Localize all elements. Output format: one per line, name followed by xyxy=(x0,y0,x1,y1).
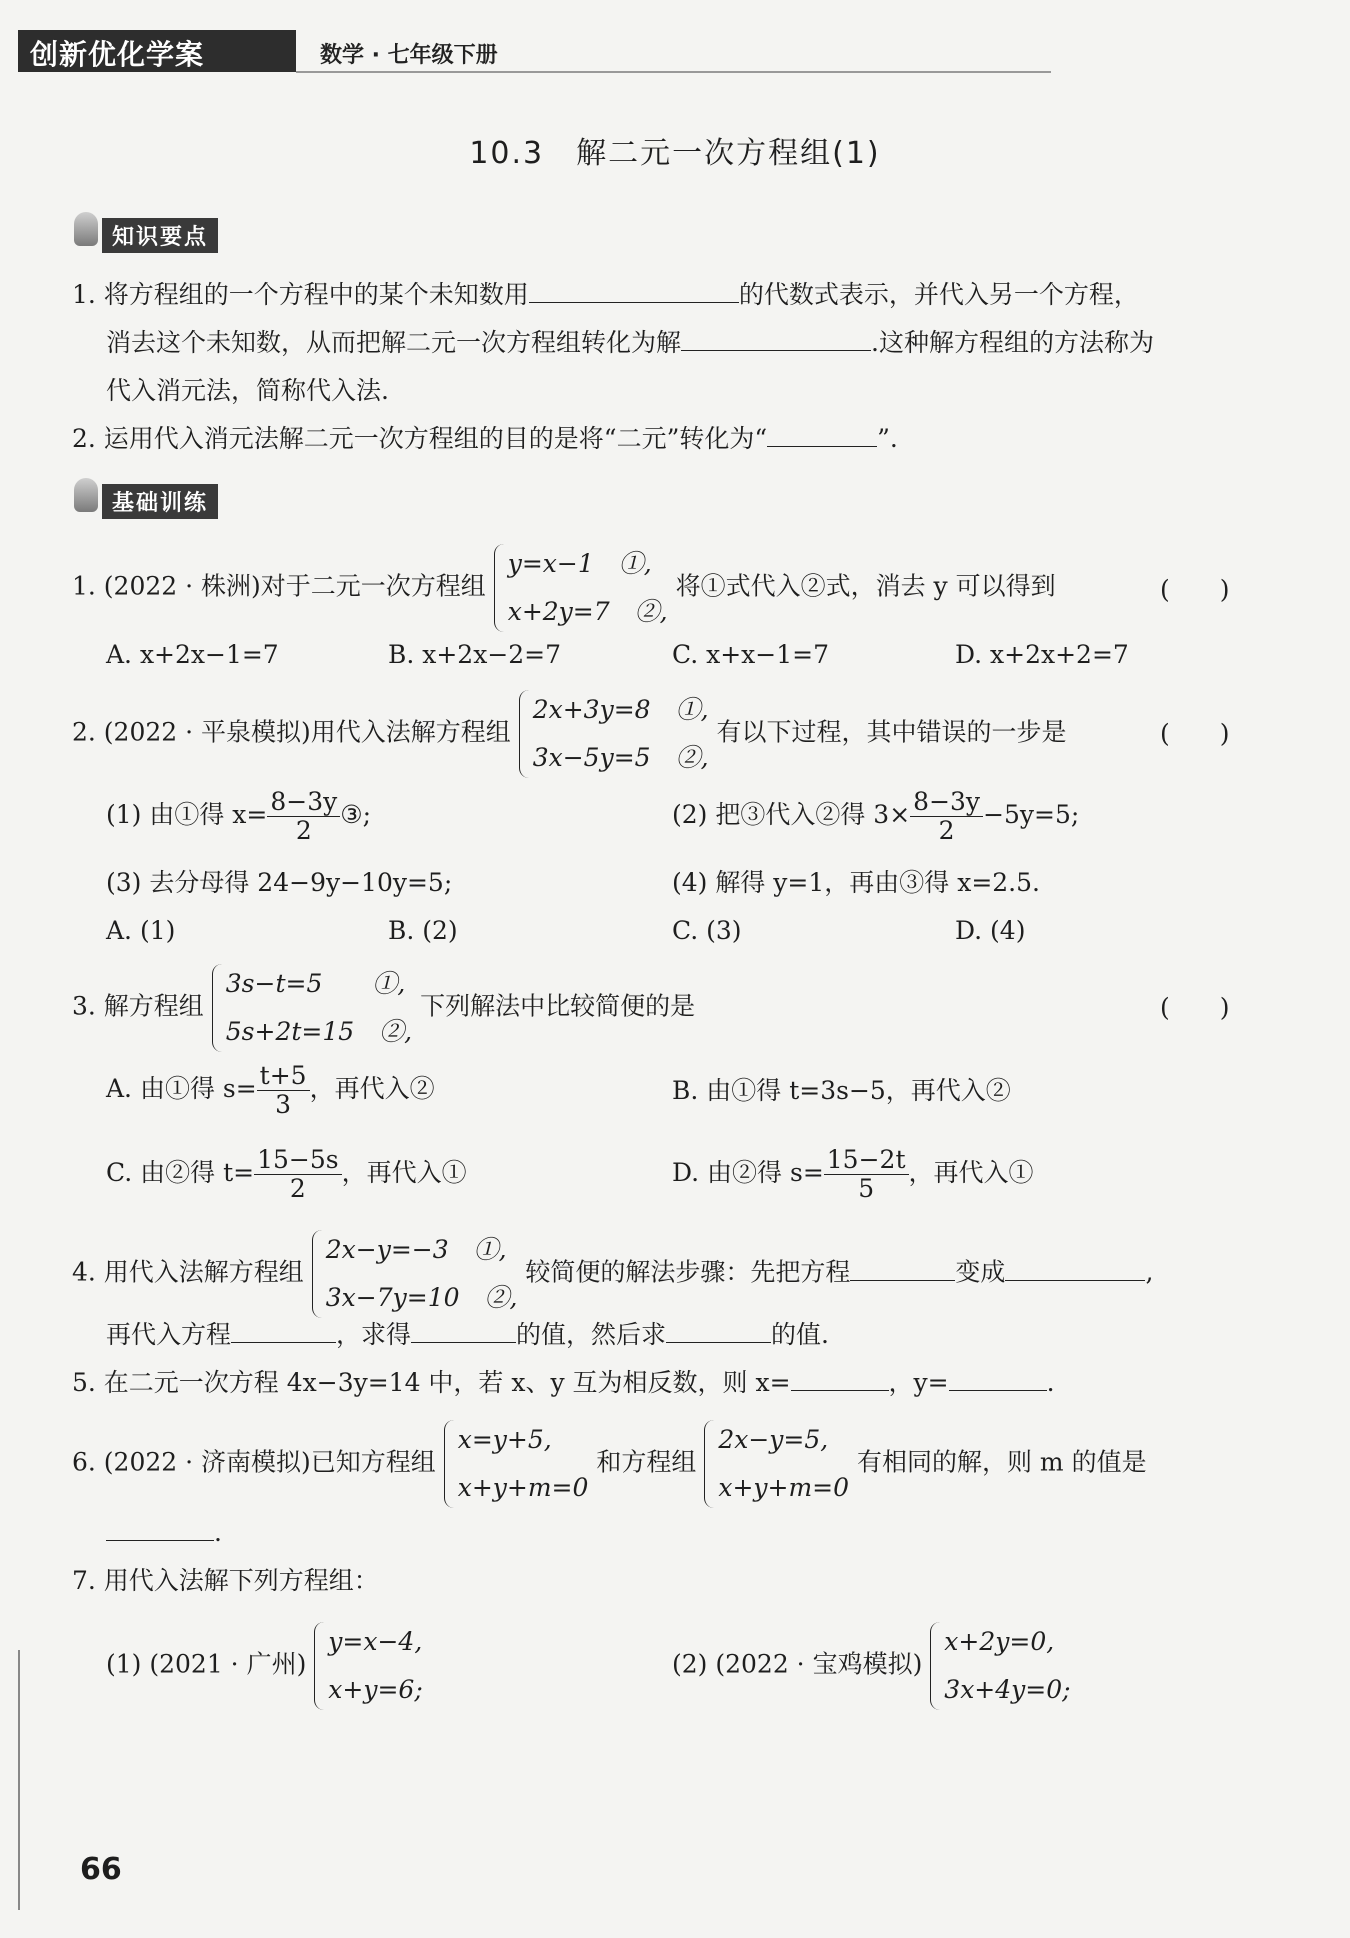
option-b: B. 由①得 t=3s−5，再代入② xyxy=(672,1076,1011,1105)
step-3: (3) 去分母得 24−9y−10y=5; xyxy=(106,868,453,897)
bulb-icon xyxy=(74,212,98,246)
question-3: 3. 解方程组 3s−t=5 ①, 5s+2t=15 ②, 下列解法中比较简便的是 xyxy=(72,960,695,1056)
step-4: (4) 解得 y=1，再由③得 x=2.5. xyxy=(672,868,1040,897)
equation-system: 2x−y=−3 ①, 3x−7y=10 ②, xyxy=(312,1226,518,1322)
bulb-icon xyxy=(74,478,98,512)
question-6-answer: . xyxy=(106,1518,222,1548)
blank[interactable] xyxy=(681,328,871,351)
question-5: 5. 在二元一次方程 4x−3y=14 中，若 x、y 互为相反数，则 x= ，y= . xyxy=(72,1368,1055,1397)
knowledge-item-2: 2. 运用代入消元法解二元一次方程组的目的是将“二元”转化为“ ”. xyxy=(72,424,898,453)
question-7-part-2: (2) (2022 · 宝鸡模拟) x+2y=0, 3x+4y=0; xyxy=(672,1618,1071,1714)
equation-system: 2x+3y=8 ①, 3x−5y=5 ②, xyxy=(519,686,709,782)
option-a: A. x+2x−1=7 xyxy=(106,640,279,669)
answer-paren[interactable]: ( ) xyxy=(1160,575,1230,604)
blank[interactable] xyxy=(949,1368,1047,1391)
blank[interactable] xyxy=(106,1518,214,1541)
knowledge-item-1-line-3: 代入消元法，简称代入法. xyxy=(106,376,389,405)
blank[interactable] xyxy=(529,280,739,303)
blank[interactable] xyxy=(231,1320,336,1343)
equation-system: y=x−4, x+y=6; xyxy=(314,1618,422,1714)
knowledge-item-1-line-2: 消去这个未知数，从而把解二元一次方程组转化为解 .这种解方程组的方法称为 xyxy=(106,328,1154,357)
knowledge-item-1-line-1: 1. 将方程组的一个方程中的某个未知数用 的代数式表示，并代入另一个方程， xyxy=(72,280,1139,309)
blank[interactable] xyxy=(411,1320,516,1343)
subject-label: 数学 · 七年级下册 xyxy=(320,43,498,68)
option-b: B. x+2x−2=7 xyxy=(388,640,562,669)
answer-paren[interactable]: ( ) xyxy=(1160,993,1230,1022)
step-2: (2) 把③代入②得 3× $\frac{8-3y}{2}$ −5y=5; xyxy=(672,787,1080,845)
question-7: 7. 用代入法解下列方程组： xyxy=(72,1566,379,1595)
blank[interactable] xyxy=(666,1320,771,1343)
blank[interactable] xyxy=(850,1258,955,1281)
page-number: 66 xyxy=(80,1852,122,1887)
option-d: D. (4) xyxy=(955,916,1026,945)
option-d: D. 由②得 s= $\frac{15-2t}{5}$ ，再代入① xyxy=(672,1145,1034,1203)
option-a: A. 由①得 s= $\frac{t+5}{3}$ ，再代入② xyxy=(106,1061,435,1119)
equation-system: y=x−1 ①, x+2y=7 ②, xyxy=(494,540,668,636)
option-d: D. x+2x+2=7 xyxy=(955,640,1129,669)
margin-rule xyxy=(18,1650,20,1910)
blank[interactable] xyxy=(791,1368,889,1391)
option-c: C. 由②得 t= $\frac{15-5s}{2}$ ，再代入① xyxy=(106,1145,467,1203)
question-7-part-1: (1) (2021 · 广州) y=x−4, x+y=6; xyxy=(106,1618,423,1714)
section-knowledge-label: 知识要点 xyxy=(102,218,218,253)
question-2: 2. (2022 · 平泉模拟)用代入法解方程组 2x+3y=8 ①, 3x−5y=5 ②, 有以下过程，其中错误的一步是 xyxy=(72,686,1067,782)
option-b: B. (2) xyxy=(388,916,458,945)
question-1: 1. (2022 · 株洲)对于二元一次方程组 y=x−1 ①, x+2y=7 ②, 将①式代入②式，消去 y 可以得到 xyxy=(72,540,1056,636)
option-a: A. (1) xyxy=(106,916,176,945)
blank[interactable] xyxy=(767,424,877,447)
question-4-line-2: 再代入方程 ，求得 的值，然后求 的值. xyxy=(106,1320,829,1349)
page-title: 10.3 解二元一次方程组(1) xyxy=(469,136,881,171)
option-c: C. (3) xyxy=(672,916,742,945)
answer-paren[interactable]: ( ) xyxy=(1160,719,1230,748)
option-c: C. x+x−1=7 xyxy=(672,640,829,669)
question-4: 4. 用代入法解方程组 2x−y=−3 ①, 3x−7y=10 ②, 较简便的解法步骤：先把方程 变成 , xyxy=(72,1226,1153,1322)
step-1: (1) 由①得 x= $\frac{8-3y}{2}$ ③; xyxy=(106,787,372,845)
equation-system: 3s−t=5 ①, 5s+2t=15 ②, xyxy=(212,960,412,1056)
header-rule xyxy=(296,71,1051,73)
equation-system: 2x−y=5, x+y+m=0 xyxy=(704,1416,849,1512)
question-6: 6. (2022 · 济南模拟)已知方程组 x=y+5, x+y+m=0 和方程组 2x−y=5, x+y+m=0 有相同的解，则 m 的值是 xyxy=(72,1416,1147,1512)
brand-title: 创新优化学案 xyxy=(30,38,205,71)
blank[interactable] xyxy=(1005,1258,1145,1281)
equation-system: x+2y=0, 3x+4y=0; xyxy=(930,1618,1070,1714)
equation-system: x=y+5, x+y+m=0 xyxy=(444,1416,589,1512)
section-basic-label: 基础训练 xyxy=(102,484,218,519)
